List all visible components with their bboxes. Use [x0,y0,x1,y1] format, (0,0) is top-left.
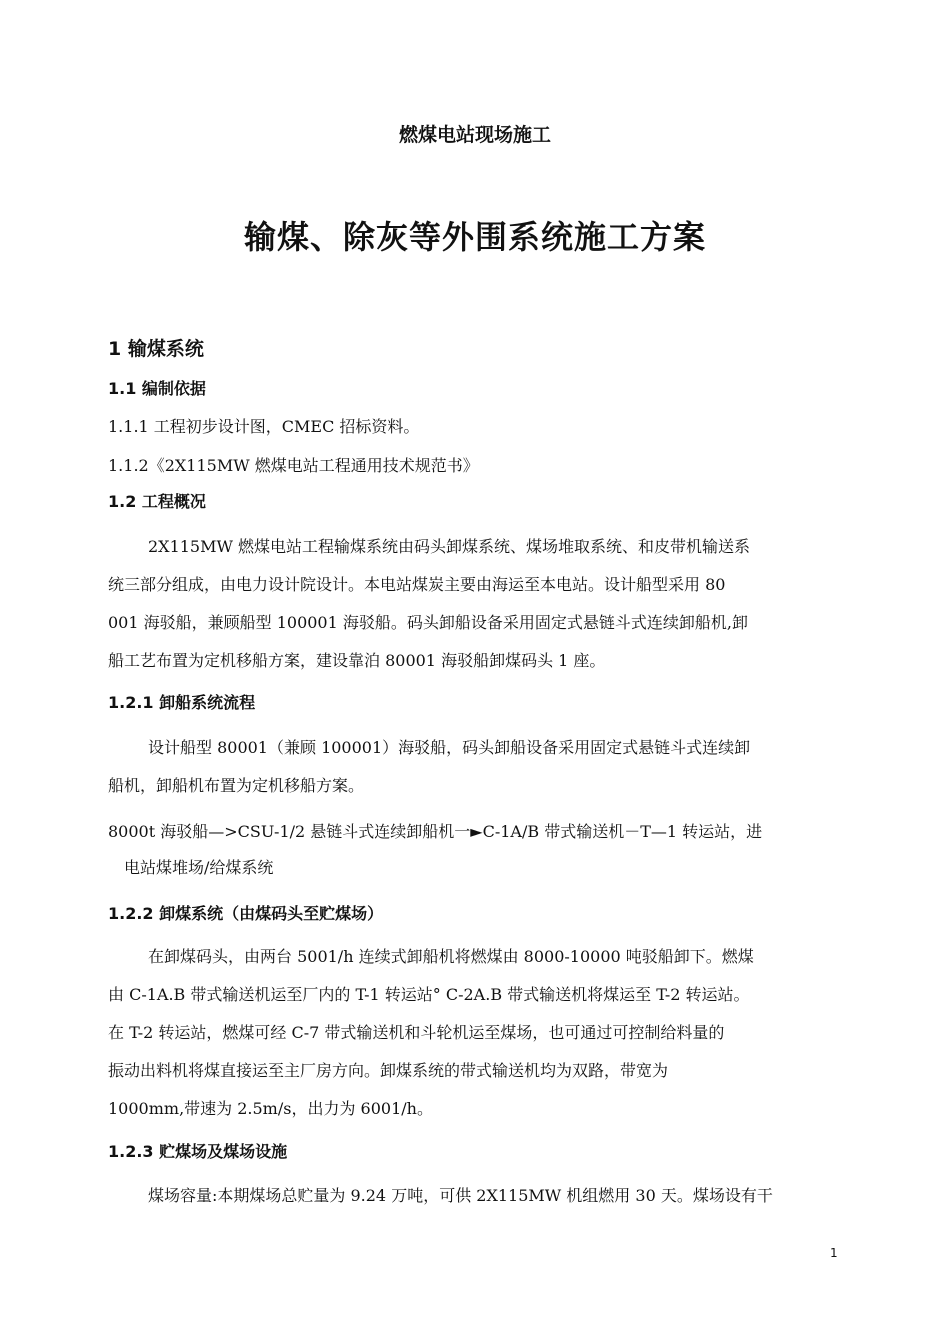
flow-line: 8000t 海驳船—>CSU-1/2 悬链斗式连续卸船机一►C-1A/B 带式输送机－T—1 转运站，进 [108,822,763,841]
paragraph-line: 振动出料机将煤直接运至主厂房方向。卸煤系统的带式输送机均为双路，带宽为 [108,1061,669,1080]
page-number: 1 [830,1246,838,1260]
paragraph-line: 煤场容量:本期煤场总贮量为 9.24 万吨，可供 2X115MW 机组燃用 30 天。煤场设有干 [148,1186,773,1205]
heading-section-1-2-3: 1.2.3 贮煤场及煤场设施 [108,1142,288,1161]
heading-section-1-2-1: 1.2.1 卸船系统流程 [108,693,256,712]
heading-section-1-2-2: 1.2.2 卸煤系统（由煤码头至贮煤场） [108,904,384,923]
paragraph-line: 001 海驳船，兼顾船型 100001 海驳船。码头卸船设备采用固定式悬链斗式连续卸船机,卸 [108,613,748,632]
paragraph-line: 设计船型 80001（兼顾 100001）海驳船，码头卸船设备采用固定式悬链斗式连续卸 [148,738,751,757]
item-1-1-1: 1.1.1 工程初步设计图，CMEC 招标资料。 [108,417,420,436]
heading-section-1-1: 1.1 编制依据 [108,379,206,398]
document-title: 输煤、除灰等外围系统施工方案 [243,218,706,256]
paragraph-line: 2X115MW 燃煤电站工程输煤系统由码头卸煤系统、煤场堆取系统、和皮带机输送系 [148,537,751,556]
paragraph-line: 船工艺布置为定机移船方案，建设靠泊 80001 海驳船卸煤码头 1 座。 [108,651,606,670]
paragraph-line: 在 T-2 转运站，燃煤可经 C-7 带式输送机和斗轮机运至煤场，也可通过可控制给料量的 [108,1023,725,1042]
paragraph-line: 统三部分组成，由电力设计院设计。本电站煤炭主要由海运至本电站。设计船型采用 80 [108,575,726,594]
paragraph-line: 由 C-1A.B 带式输送机运至厂内的 T-1 转运站° C-2A.B 带式输送机将煤运至 T-2 转运站。 [108,985,750,1004]
paragraph-line: 在卸煤码头，由两台 5001/h 连续式卸船机将燃煤由 8000-10000 吨驳船卸下。燃煤 [148,947,754,966]
item-1-1-2: 1.1.2《2X115MW 燃煤电站工程通用技术规范书》 [108,456,479,475]
flow-line: 电站煤堆场/给煤系统 [124,858,274,877]
paragraph-line: 船机，卸船机布置为定机移船方案。 [108,776,365,795]
heading-section-1: 1 输煤系统 [108,338,204,360]
heading-section-1-2: 1.2 工程概况 [108,492,206,511]
document-pre-title: 燃煤电站现场施工 [398,124,551,146]
paragraph-line: 1000mm,带速为 2.5m/s，出力为 6001/h。 [108,1099,433,1118]
